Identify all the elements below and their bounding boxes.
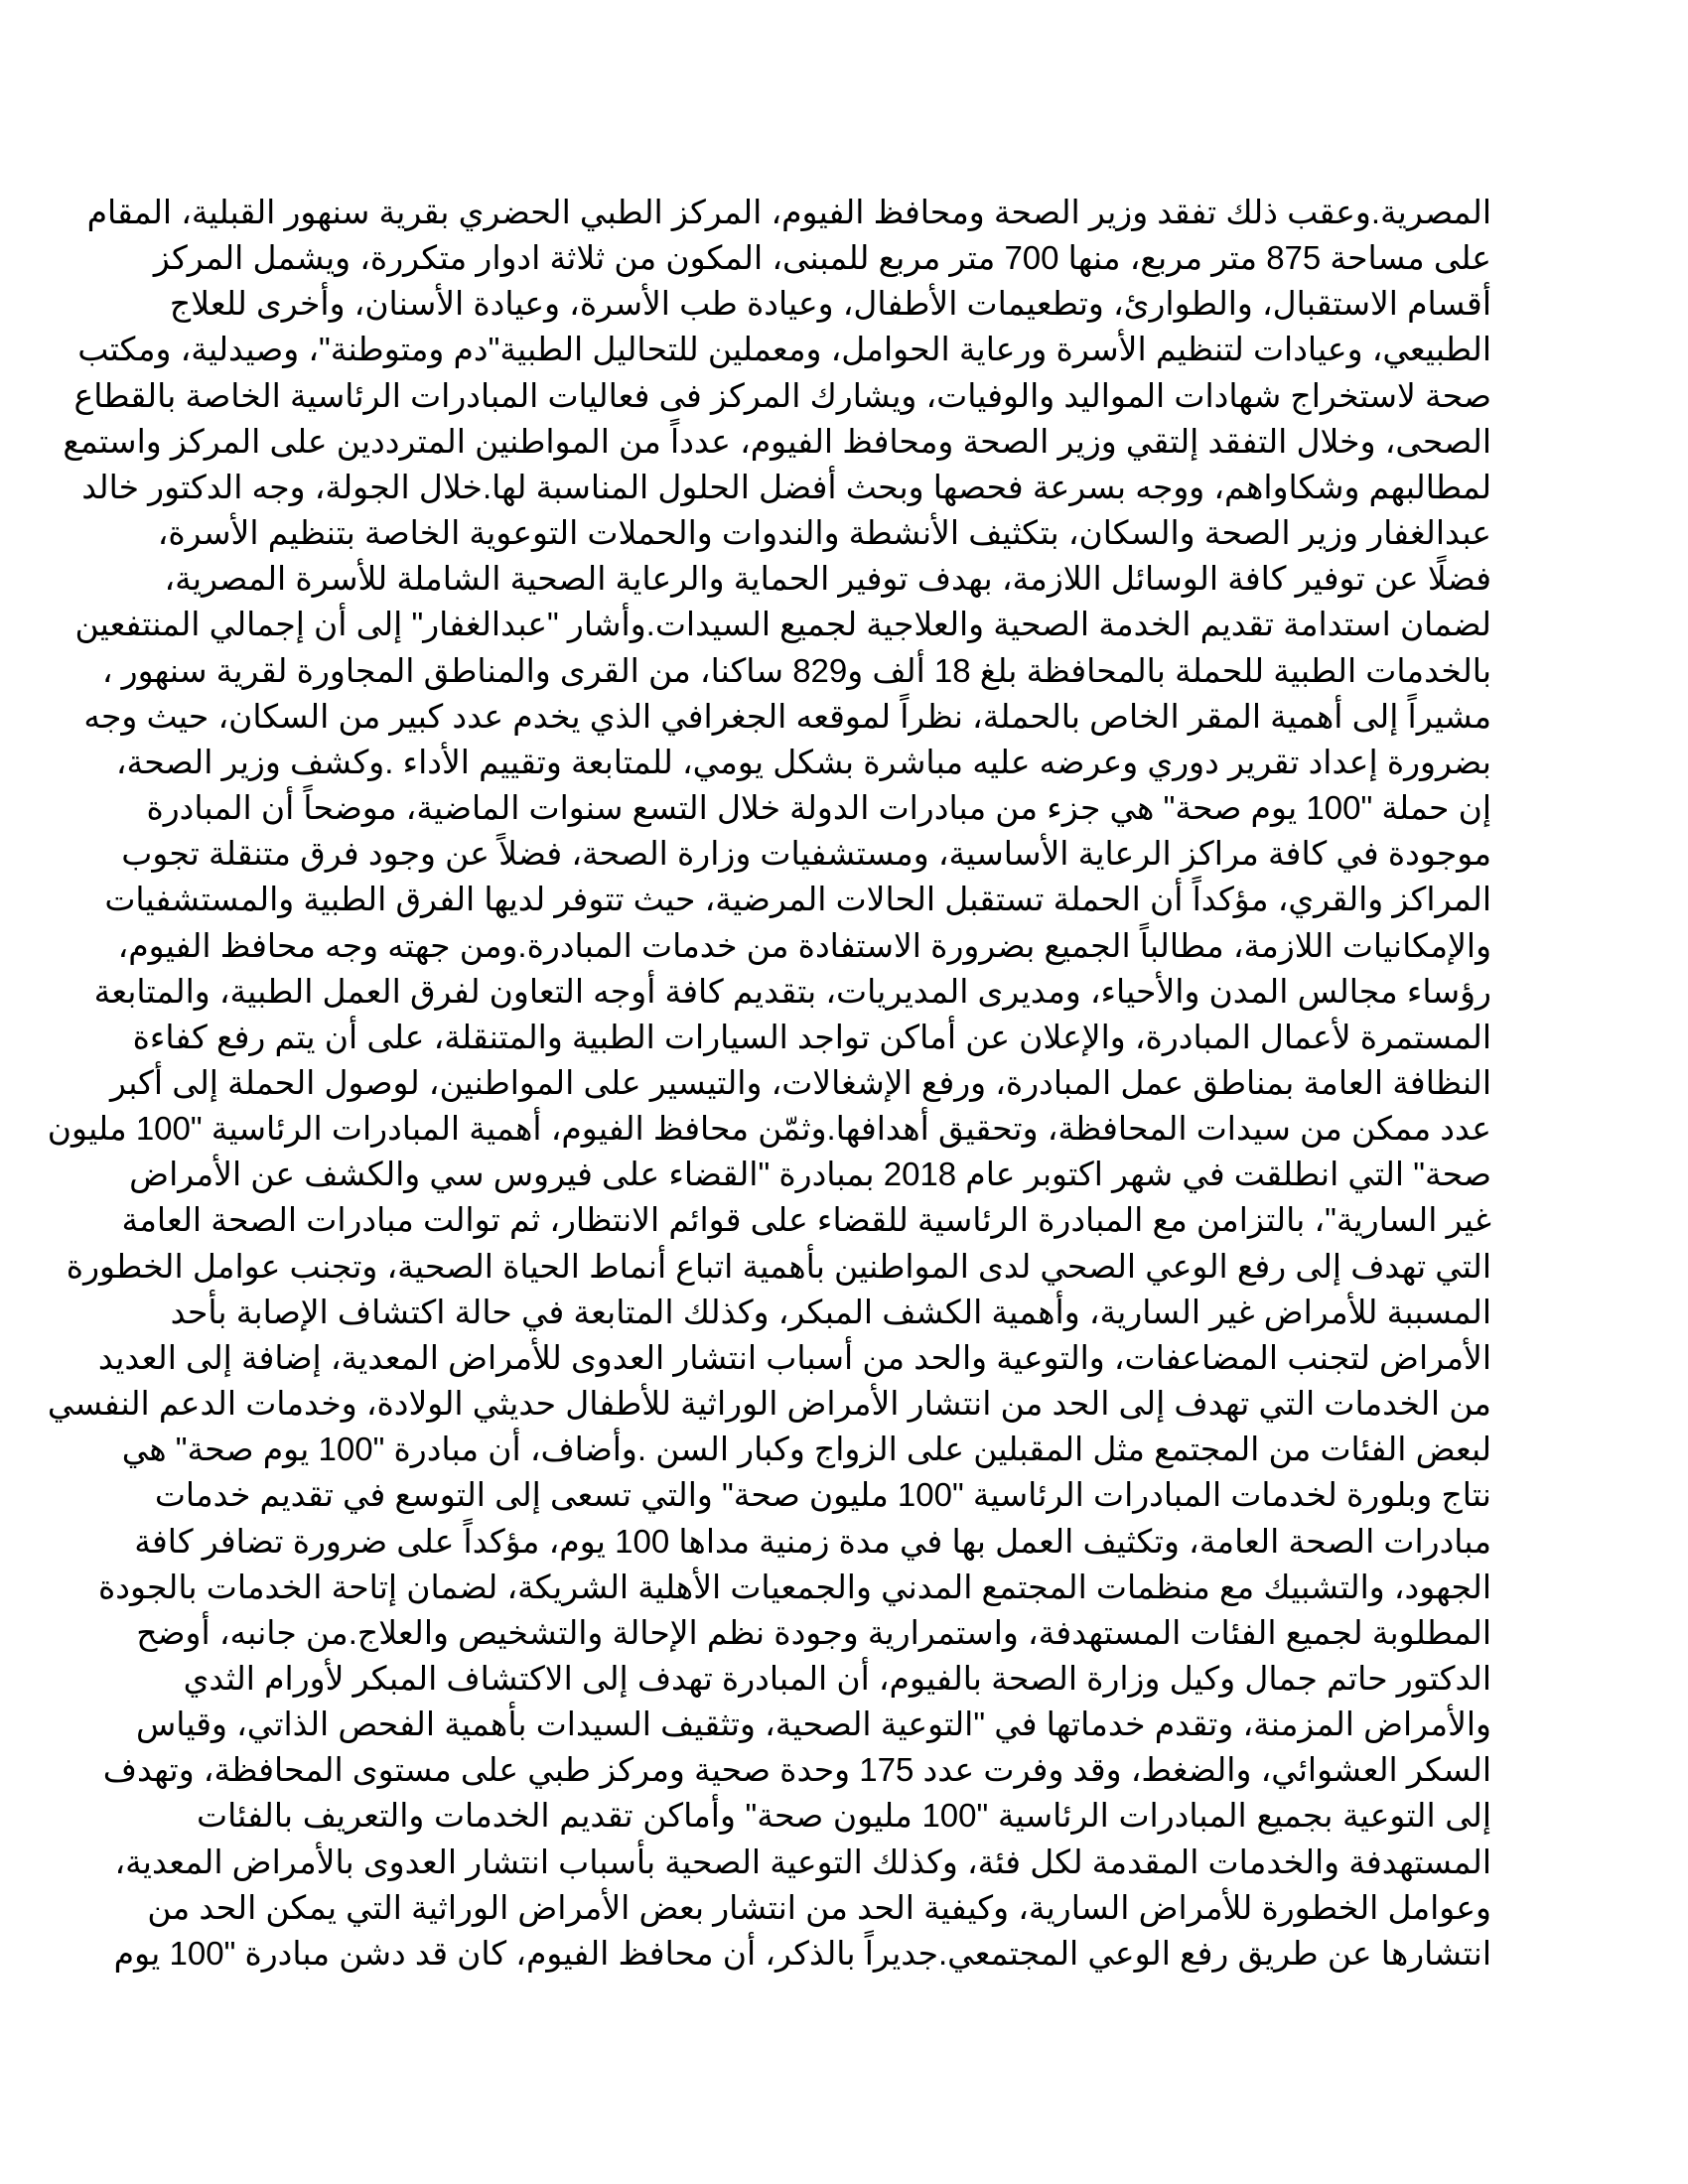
text-line: السكر العشوائي، والضغط، وقد وفرت عدد 175 وحدة صحية ومركز طبي على مستوى المحافظة، وتهدف xyxy=(102,1751,1491,1789)
text-line: والأمراض المزمنة، وتقدم خدماتها في "التوعية الصحية، وتثقيف السيدات بأهمية الفحص الذاتي، وقياس xyxy=(135,1706,1491,1743)
text-line: الصحى، وخلال التفقد إلتقي وزير الصحة ومحافظ الفيوم، عدداً من المواطنين المترددين على المركز واستمع xyxy=(63,422,1491,460)
text-line: أقسام الاستقبال، والطوارئ، وتطعيمات الأطفال، وعيادة طب الأسرة، وعيادة الأسنان، وأخرى للعلاج xyxy=(169,285,1491,323)
text-line: الدكتور حاتم جمال وكيل وزارة الصحة بالفيوم، أن المبادرة تهدف إلى الاكتشاف المبكر لأورام الثدي xyxy=(183,1660,1491,1697)
text-line: وعوامل الخطورة للأمراض السارية، وكيفية الحد من انتشار بعض الأمراض الوراثية التي يمكن الحد من xyxy=(147,1888,1491,1926)
text-line: فضلًا عن توفير كافة الوسائل اللازمة، بهدف توفير الحماية والرعاية الصحية الشاملة للأسرة المصرية، xyxy=(164,560,1491,598)
text-line: مبادرات الصحة العامة، وتكثيف العمل بها في مدة زمنية مداها 100 يوم، مؤكداً على ضرورة تضافر كافة xyxy=(134,1522,1491,1560)
text-line: لضمان استدامة تقديم الخدمة الصحية والعلاجية لجميع السيدات.وأشار "عبدالغفار" إلى أن إجمالي المنتفعين xyxy=(74,606,1491,643)
text-line: نتاج وبلورة لخدمات المبادرات الرئاسية "100 مليون صحة" والتي تسعى إلى التوسع في تقديم خدمات xyxy=(154,1476,1491,1514)
text-line: التي تهدف إلى رفع الوعي الصحي لدى المواطنين بأهمية اتباع أنماط الحياة الصحية، وتجنب عوامل الخطورة xyxy=(66,1247,1491,1285)
text-line: موجودة في كافة مراكز الرعاية الأساسية، ومستشفيات وزارة الصحة، فضلاً عن وجود فرق متنقلة تجوب xyxy=(121,835,1491,873)
text-line: بضرورة إعداد تقرير دوري وعرضه عليه مباشرة بشكل يومي، للمتابعة وتقييم الأداء .وكشف وزير الصحة، xyxy=(115,743,1491,780)
text-line: المستمرة لأعمال المبادرة، والإعلان عن أماكن تواجد السيارات الطبية والمتنقلة، على أن يتم رفع كفاءة xyxy=(132,1018,1491,1055)
text-line: بالخدمات الطبية للحملة بالمحافظة بلغ 18 ألف و829 ساكنا، من القرى والمناطق المجاورة لقرية سنهور ، xyxy=(101,651,1491,689)
document-page xyxy=(47,190,1491,1977)
text-line: غير السارية"، بالتزامن مع المبادرة الرئاسية للقضاء على قوائم الانتظار، ثم توالت مبادرات الصحة العامة xyxy=(121,1201,1491,1239)
text-line: إلى التوعية بجميع المبادرات الرئاسية "100 مليون صحة" وأماكن تقديم الخدمات والتعريف بالفئات xyxy=(197,1797,1491,1835)
text-line: والإمكانيات اللازمة، مطالباً الجميع بضرورة الاستفادة من خدمات المبادرة.ومن جهته وجه محافظ الفيوم، xyxy=(117,926,1491,964)
text-line: الأمراض لتجنب المضاعفات، والتوعية والحد من أسباب انتشار العدوى للأمراض المعدية، إضافة إلى العديد xyxy=(97,1338,1491,1376)
article-body xyxy=(47,190,1491,1977)
text-line: النظافة العامة بمناطق عمل المبادرة، ورفع الإشغالات، والتيسير على المواطنين، لوصول الحملة إلى أكبر xyxy=(109,1063,1491,1101)
text-line: صحة" التي انطلقت في شهر اكتوبر عام 2018 بمبادرة "القضاء على فيروس سي والكشف عن الأمراض xyxy=(129,1156,1491,1193)
text-line: المستهدفة والخدمات المقدمة لكل فئة، وكذلك التوعية الصحية بأسباب انتشار العدوى بالأمراض المعدية، xyxy=(114,1843,1491,1880)
text-line: عبدالغفار وزير الصحة والسكان، بتكثيف الأنشطة والندوات والحملات التوعوية الخاصة بتنظيم الأسرة، xyxy=(157,514,1491,552)
text-line: الجهود، والتشبيك مع منظمات المجتمع المدني والجمعيات الأهلية الشريكة، لضمان إتاحة الخدمات بالجودة xyxy=(97,1568,1491,1605)
text-line: الطبيعي، وعيادات لتنظيم الأسرة ورعاية الحوامل، ومعملين للتحاليل الطبية"دم ومتوطنة"، وصيدلية، ومكتب xyxy=(77,331,1491,368)
text-line: المطلوبة لجميع الفئات المستهدفة، واستمرارية وجودة نظم الإحالة والتشخيص والعلاج.من جانبه، أوضح xyxy=(136,1613,1491,1651)
text-line: لمطالبهم وشكاواهم، ووجه بسرعة فحصها وبحث أفضل الحلول المناسبة لها.خلال الجولة، وجه الدكتور خالد xyxy=(81,468,1491,505)
text-line: المراكز والقري، مؤكداً أن الحملة تستقبل الحالات المرضية، حيث تتوفر لديها الفرق الطبية والمستشفيات xyxy=(104,881,1491,918)
text-line: مشيراً إلى أهمية المقر الخاص بالحملة، نظراً لموقعه الجغرافي الذي يخدم عدد كبير من السكان، حيث وجه xyxy=(83,697,1491,735)
text-line: انتشارها عن طريق رفع الوعي المجتمعي.جديراً بالذكر، أن محافظ الفيوم، كان قد دشن مبادرة "100 يوم xyxy=(113,1934,1491,1972)
text-line: عدد ممكن من سيدات المحافظة، وتحقيق أهدافها.وثمّن محافظ الفيوم، أهمية المبادرات الرئاسية "100 مليون xyxy=(47,1110,1491,1148)
text-line: المسببة للأمراض غير السارية، وأهمية الكشف المبكر، وكذلك المتابعة في حالة اكتشاف الإصابة بأحد xyxy=(170,1293,1491,1330)
text-line: المصرية.وعقب ذلك تفقد وزير الصحة ومحافظ الفيوم، المركز الطبي الحضري بقرية سنهور القبلية، المقام xyxy=(86,194,1491,230)
text-line: على مساحة 875 متر مربع، منها 700 متر مربع للمبنى، المكون من ثلاثة ادوار متكررة، ويشمل المركز xyxy=(153,239,1491,277)
text-line: رؤساء مجالس المدن والأحياء، ومديرى المديريات، بتقديم كافة أوجه التعاون لفرق العمل الطبية، والمتابعة xyxy=(93,972,1491,1010)
text-line: صحة لاستخراج شهادات المواليد والوفيات، ويشارك المركز فى فعاليات المبادرات الرئاسية الخاصة بالقطاع xyxy=(73,376,1491,414)
text-line: من الخدمات التي تهدف إلى الحد من انتشار الأمراض الوراثية للأطفال حديثي الولادة، وخدمات الدعم النفسي xyxy=(47,1385,1491,1423)
text-line: إن حملة "100 يوم صحة" هي جزء من مبادرات الدولة خلال التسع سنوات الماضية، موضحاً أن المبادرة xyxy=(146,789,1491,827)
text-line: لبعض الفئات من المجتمع مثل المقبلين على الزواج وكبار السن .وأضاف، أن مبادرة "100 يوم صحة" هي xyxy=(121,1431,1491,1468)
